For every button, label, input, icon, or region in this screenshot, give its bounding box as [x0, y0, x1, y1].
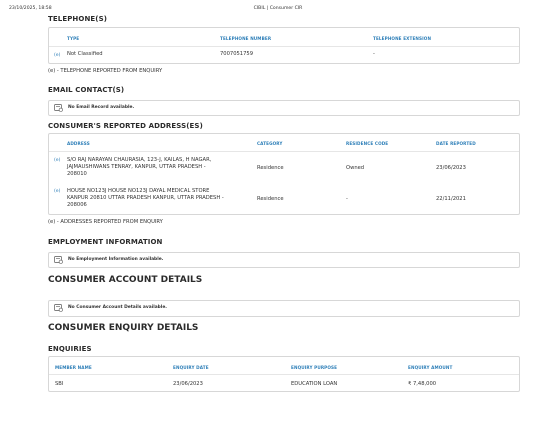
header-divider: [49, 151, 519, 152]
address-text: S/O RAJ NARAYAN CHAURASIA, 123-J, KAILAS, H NAGAR, JAJMAUSHIWANS TENRAY, KANPUR, UTTAR PRADESH - 208010: [67, 157, 212, 177]
header-divider: [49, 46, 519, 47]
address-residence-code: -: [346, 196, 348, 202]
col-telephone-extension: TELEPHONE EXTENSION: [373, 36, 432, 41]
col-type: TYPE: [67, 36, 80, 41]
col-enquiry-amount: ENQUIRY AMOUNT: [408, 365, 453, 370]
address-text: HOUSE NO123J HOUSE NO123J DAYAL MEDICAL STORE KANPUR 20810 UTTAR PRADESH KANPUR, UTTAR PRADESH - 208006: [67, 188, 224, 208]
enquiry-flag: (e): [54, 158, 61, 163]
header-divider: [49, 374, 519, 375]
col-member-name: MEMBER NAME: [55, 365, 92, 370]
addresses-title: CONSUMER'S REPORTED ADDRESS(ES): [48, 122, 203, 130]
col-enquiry-purpose: ENQUIRY PURPOSE: [291, 365, 338, 370]
accounts-empty-text: No Consumer Account Details available.: [68, 305, 167, 310]
accounts-title: CONSUMER ACCOUNT DETAILS: [48, 275, 203, 285]
no-records-icon: [54, 256, 63, 264]
col-category: CATEGORY: [257, 141, 283, 146]
address-date-reported: 23/06/2023: [436, 165, 466, 171]
address-category: Residence: [257, 196, 284, 202]
employment-empty-text: No Employment Information available.: [68, 257, 164, 262]
telephone-extension: -: [373, 51, 375, 57]
telephone-type: Not Classified: [67, 51, 103, 57]
telephones-title: TELEPHONE(S): [48, 15, 108, 23]
accounts-empty-box: [48, 300, 520, 317]
employment-title: EMPLOYMENT INFORMATION: [48, 238, 163, 246]
address-category: Residence: [257, 165, 284, 171]
email-title: EMAIL CONTACT(S): [48, 86, 125, 94]
enquiry-flag: (e): [54, 53, 61, 58]
addresses-table: [48, 133, 520, 215]
col-date-reported: DATE REPORTED: [436, 141, 476, 146]
address-date-reported: 22/11/2021: [436, 196, 466, 202]
enquiry-purpose: EDUCATION LOAN: [291, 381, 338, 387]
telephone-number: 7007051759: [220, 51, 254, 57]
enquiry-amount: ₹ 7,48,000: [408, 381, 437, 387]
col-address: ADDRESS: [67, 141, 90, 146]
no-records-icon: [54, 304, 63, 312]
addresses-note: (e) - ADDRESSES REPORTED FROM ENQUIRY: [48, 219, 163, 225]
telephones-note: (e) - TELEPHONE REPORTED FROM ENQUIRY: [48, 68, 163, 74]
col-enquiry-date: ENQUIRY DATE: [173, 365, 209, 370]
email-empty-box: [48, 100, 520, 116]
col-residence-code: RESIDENCE CODE: [346, 141, 389, 146]
enquiry-date: 23/06/2023: [173, 381, 203, 387]
no-records-icon: [54, 104, 63, 112]
col-telephone-number: TELEPHONE NUMBER: [220, 36, 272, 41]
enquiry-member: SBI: [55, 381, 64, 387]
enquiry-title: CONSUMER ENQUIRY DETAILS: [48, 323, 199, 333]
print-date: 23/10/2025, 18:58: [9, 6, 52, 11]
address-residence-code: Owned: [346, 165, 365, 171]
enquiries-table: [48, 356, 520, 392]
print-title: CIBIL | Consumer CIR: [253, 6, 303, 11]
telephones-table: [48, 27, 520, 64]
enquiry-flag: (e): [54, 189, 61, 194]
enquiries-subtitle: ENQUIRIES: [48, 345, 92, 353]
employment-empty-box: [48, 252, 520, 268]
email-empty-text: No Email Record available.: [68, 105, 135, 110]
